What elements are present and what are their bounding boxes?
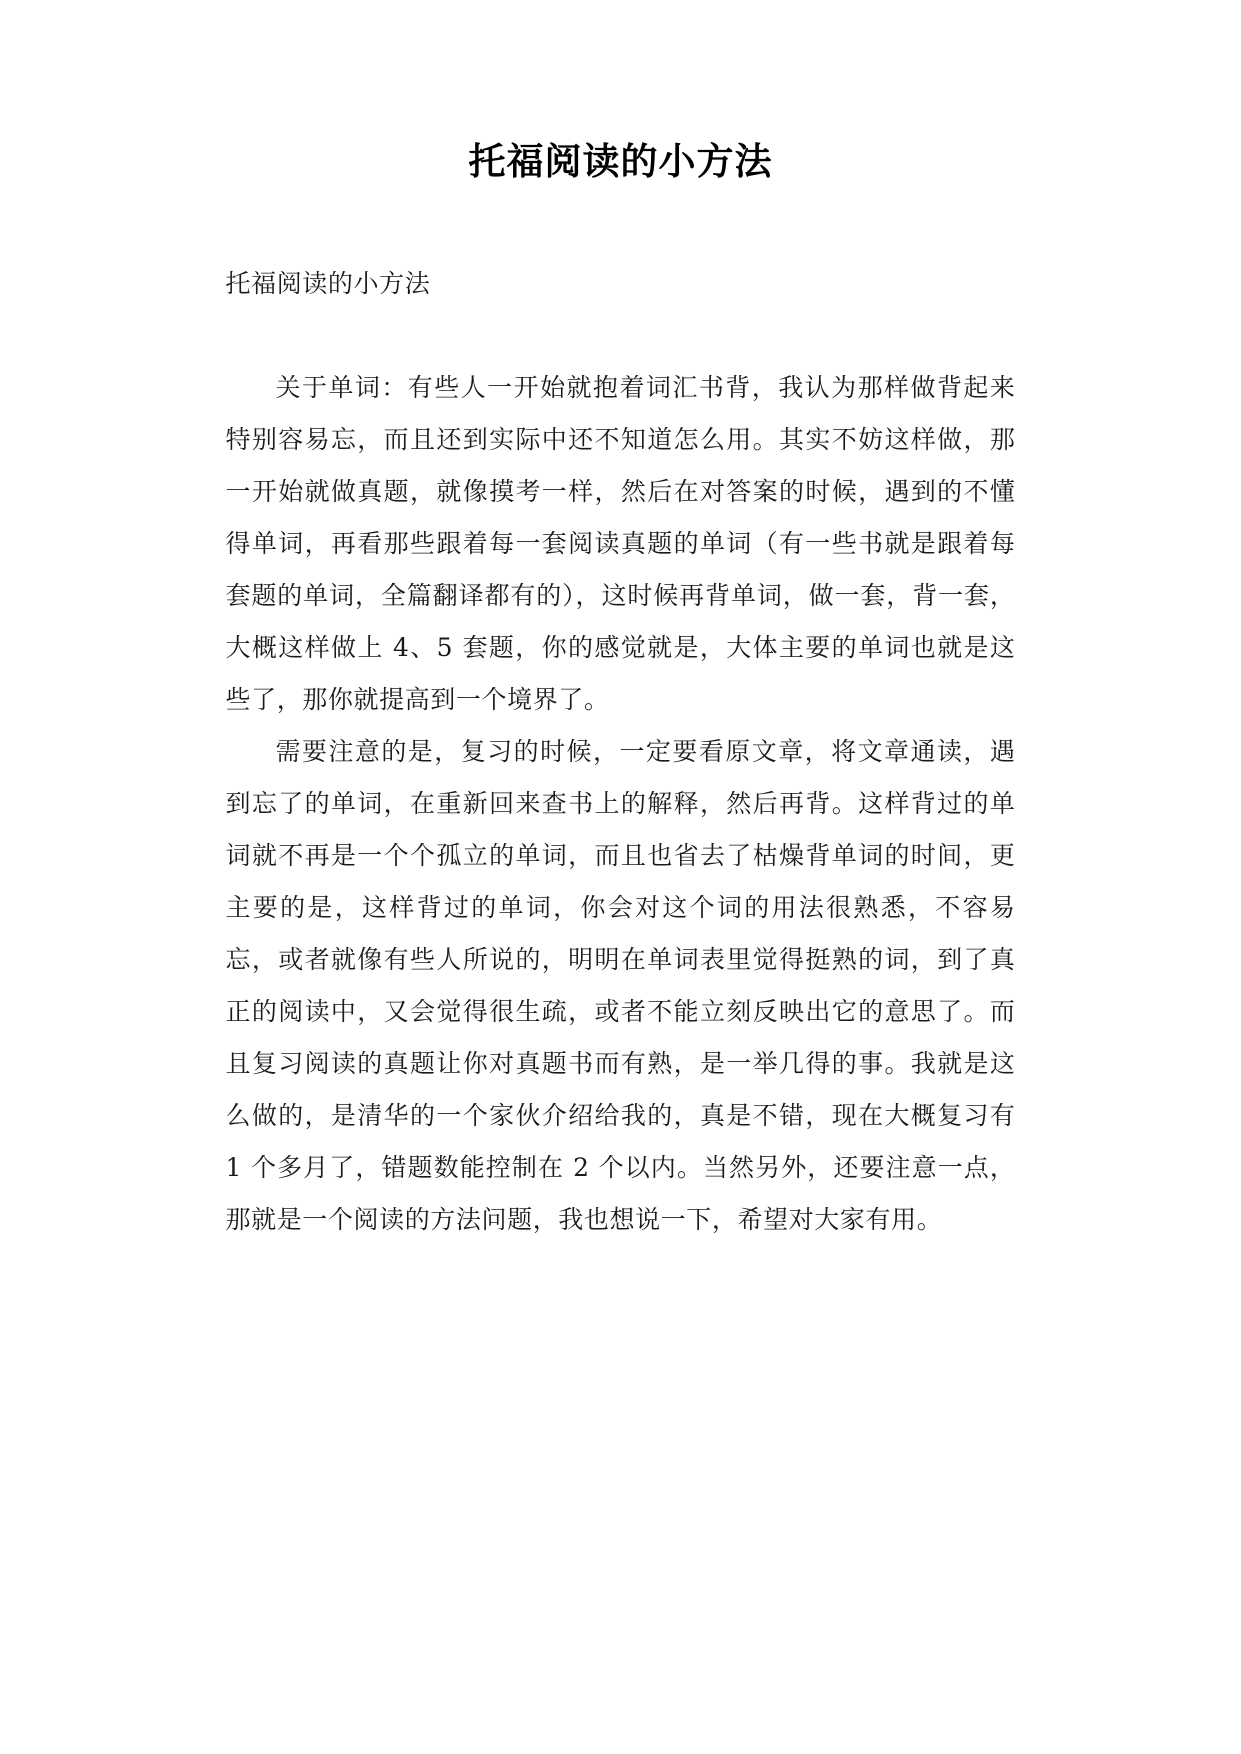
page-title: 托福阅读的小方法 (468, 140, 773, 183)
body-paragraph-1: 关于单词：有些人一开始就抱着词汇书背，我认为那样做背起来特别容易忘，而且还到实际中还不知道怎么用。其实不妨这样做，那一开始就做真题，就像摸考一样，然后在对答案的时候，遇到的不懂得单词，再看那些跟着每一套阅读真题的单词（有一些书就是跟着每套题的单词，全篇翻译都有的），这时候再背单词，做一套，背一套，大概这样做上 4、5 套题，你的感觉就是，大体主要的单词也就是这些了，那你就提高到一个境界了。 (225, 373, 1016, 715)
body-paragraph-2: 需要注意的是，复习的时候，一定要看原文章，将文章通读，遇到忘了的单词，在重新回来查书上的解释，然后再背。这样背过的单词就不再是一个个孤立的单词，而且也省去了枯燥背单词的时间，更主要的是，这样背过的单词，你会对这个词的用法很熟悉，不容易忘，或者就像有些人所说的，明明在单词表里觉得挺熟的词，到了真正的阅读中，又会觉得很生疏，或者不能立刻反映出它的意思了。而且复习阅读的真题让你对真题书而有熟，是一举几得的事。我就是这么做的，是清华的一个家伙介绍给我的，真是不错，现在大概复习有 1 个多月了，错题数能控制在 2 个以内。当然另外，还要注意一点，那就是一个阅读的方法问题，我也想说一下，希望对大家有用。 (225, 737, 1016, 1235)
document-subtitle: 托福阅读的小方法 (225, 269, 431, 299)
document-body (226, 184, 1016, 1246)
